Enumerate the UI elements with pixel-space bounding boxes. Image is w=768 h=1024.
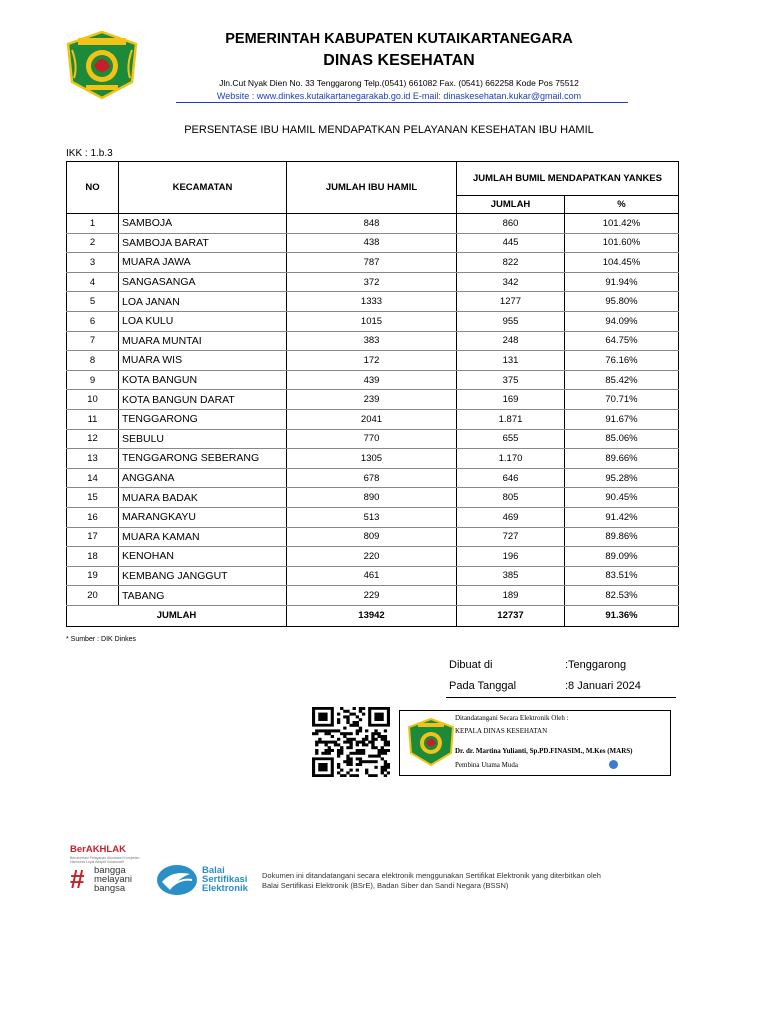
signature-caption: Ditandatangani Secara Elektronik Oleh :	[455, 714, 569, 722]
table-row	[67, 586, 679, 606]
row-jumlah-ibu-hamil: 770	[287, 429, 457, 449]
report-title: PERSENTASE IBU HAMIL MENDAPATKAN PELAYANAN KESEHATAN IBU HAMIL	[184, 124, 594, 136]
row-jumlah-yankes: 445	[457, 233, 565, 253]
row-jumlah-ibu-hamil: 229	[287, 586, 457, 606]
row-no: 14	[67, 468, 119, 488]
row-jumlah-ibu-hamil: 1305	[287, 449, 457, 469]
row-kecamatan: KOTA BANGUN	[119, 370, 287, 390]
table-row	[67, 468, 679, 488]
row-percent: 89.09%	[565, 547, 679, 567]
table-row	[67, 547, 679, 567]
row-kecamatan: ANGGANA	[119, 468, 287, 488]
row-no: 3	[67, 253, 119, 273]
row-jumlah-ibu-hamil: 439	[287, 370, 457, 390]
row-no: 7	[67, 331, 119, 351]
disclaimer-line-1: Dokumen ini ditandatangani secara elektronik menggunakan Sertifikat Elektronik yang diterbitkan oleh	[262, 871, 601, 880]
made-in-label: Dibuat di	[449, 659, 493, 671]
row-kecamatan: KEMBANG JANGGUT	[119, 566, 287, 586]
agency-title: DINAS KESEHATAN	[323, 52, 475, 69]
row-percent: 95.80%	[565, 292, 679, 312]
table-row	[67, 311, 679, 331]
row-jumlah-yankes: 385	[457, 566, 565, 586]
table-row	[67, 351, 679, 371]
row-no: 4	[67, 272, 119, 292]
row-jumlah-yankes: 1.871	[457, 409, 565, 429]
header-kecamatan: KECAMATAN	[119, 162, 287, 214]
row-percent: 90.45%	[565, 488, 679, 508]
total-row	[67, 605, 679, 626]
table-row	[67, 409, 679, 429]
row-percent: 95.28%	[565, 468, 679, 488]
row-percent: 91.42%	[565, 507, 679, 527]
row-jumlah-yankes: 822	[457, 253, 565, 273]
row-kecamatan: MARANGKAYU	[119, 507, 287, 527]
row-kecamatan: MUARA BADAK	[119, 488, 287, 508]
bsre-line-2: Sertifikasi	[202, 874, 248, 885]
row-jumlah-yankes: 727	[457, 527, 565, 547]
table-row	[67, 233, 679, 253]
row-jumlah-ibu-hamil: 678	[287, 468, 457, 488]
berakhlak-title: BerAKHLAK	[70, 844, 126, 855]
bsre-disclaimer	[262, 871, 601, 891]
header-jumlah: JUMLAH	[457, 196, 565, 214]
row-no: 11	[67, 409, 119, 429]
table-row	[67, 488, 679, 508]
row-jumlah-yankes: 1277	[457, 292, 565, 312]
berakhlak-subtitle: Berorientasi Pelayanan Akuntabel Kompeten Harmonis Loyal Adaptif Kolaboratif	[70, 856, 140, 864]
row-percent: 104.45%	[565, 253, 679, 273]
row-jumlah-ibu-hamil: 2041	[287, 409, 457, 429]
row-no: 5	[67, 292, 119, 312]
row-no: 12	[67, 429, 119, 449]
row-jumlah-yankes: 248	[457, 331, 565, 351]
row-jumlah-ibu-hamil: 1333	[287, 292, 457, 312]
bsre-line-1: Balai	[202, 865, 225, 876]
row-no: 1	[67, 214, 119, 234]
row-no: 20	[67, 586, 119, 606]
row-jumlah-yankes: 196	[457, 547, 565, 567]
kutai-kartanegara-emblem-icon	[406, 717, 456, 767]
table-row	[67, 272, 679, 292]
address-line: Jln.Cut Nyak Dien No. 33 Tenggarong Telp.(0541) 661082 Fax. (0541) 662258 Kode Pos 75512	[219, 78, 579, 88]
row-kecamatan: KENOHAN	[119, 547, 287, 567]
row-jumlah-ibu-hamil: 890	[287, 488, 457, 508]
total-percent: 91.36%	[565, 605, 679, 626]
row-percent: 82.53%	[565, 586, 679, 606]
bangsa-text: bangsa	[94, 883, 126, 894]
row-no: 19	[67, 566, 119, 586]
website-line[interactable]: Website : www.dinkes.kutaikartanegarakab.go.id E-mail: dinaskesehatan.kukar@gmail.com	[216, 91, 582, 101]
row-kecamatan: KOTA BANGUN DARAT	[119, 390, 287, 410]
table-row	[67, 390, 679, 410]
source-note: * Sumber : DIK Dinkes	[66, 636, 137, 643]
date-value: :8 Januari 2024	[565, 680, 641, 692]
bangga-melayani-bangsa-logo	[94, 866, 132, 893]
bsre-text	[202, 866, 248, 893]
row-no: 10	[67, 390, 119, 410]
row-no: 16	[67, 507, 119, 527]
row-kecamatan: MUARA MUNTAI	[119, 331, 287, 351]
total-ibu-hamil: 13942	[287, 605, 457, 626]
row-jumlah-yankes: 169	[457, 390, 565, 410]
header-bumil-yankes: JUMLAH BUMIL MENDAPATKAN YANKES	[457, 162, 679, 196]
row-jumlah-ibu-hamil: 220	[287, 547, 457, 567]
table-row	[67, 331, 679, 351]
header-percent: %	[565, 196, 679, 214]
row-jumlah-yankes: 1.170	[457, 449, 565, 469]
row-jumlah-yankes: 469	[457, 507, 565, 527]
bsre-line-3: Elektronik	[202, 883, 248, 894]
row-percent: 101.60%	[565, 233, 679, 253]
signature-divider	[446, 697, 676, 698]
row-jumlah-yankes: 189	[457, 586, 565, 606]
row-jumlah-ibu-hamil: 787	[287, 253, 457, 273]
row-kecamatan: LOA JANAN	[119, 292, 287, 312]
row-jumlah-yankes: 131	[457, 351, 565, 371]
row-percent: 64.75%	[565, 331, 679, 351]
header-jumlah-ibu-hamil: JUMLAH IBU HAMIL	[287, 162, 457, 214]
table-row	[67, 527, 679, 547]
signer-rank: Pembina Utama Muda	[455, 761, 518, 769]
date-label: Pada Tanggal	[449, 680, 517, 692]
row-percent: 94.09%	[565, 311, 679, 331]
verified-check-icon	[609, 760, 618, 769]
table-row	[67, 253, 679, 273]
row-percent: 85.06%	[565, 429, 679, 449]
row-kecamatan: SANGASANGA	[119, 272, 287, 292]
row-jumlah-yankes: 646	[457, 468, 565, 488]
row-percent: 89.66%	[565, 449, 679, 469]
government-title: PEMERINTAH KABUPATEN KUTAIKARTANEGARA	[225, 31, 573, 47]
row-jumlah-ibu-hamil: 383	[287, 331, 457, 351]
total-jumlah: 12737	[457, 605, 565, 626]
row-jumlah-yankes: 342	[457, 272, 565, 292]
total-label: JUMLAH	[67, 605, 287, 626]
table-row	[67, 507, 679, 527]
melayani-text: melayani	[94, 874, 133, 885]
row-jumlah-ibu-hamil: 1015	[287, 311, 457, 331]
table-row	[67, 566, 679, 586]
header-underline	[176, 102, 628, 103]
qr-code-icon	[312, 707, 390, 777]
row-jumlah-yankes: 955	[457, 311, 565, 331]
row-jumlah-ibu-hamil: 461	[287, 566, 457, 586]
row-percent: 91.94%	[565, 272, 679, 292]
berakhlak-logo	[70, 844, 144, 864]
row-jumlah-yankes: 375	[457, 370, 565, 390]
table-row	[67, 429, 679, 449]
row-no: 8	[67, 351, 119, 371]
row-kecamatan: MUARA WIS	[119, 351, 287, 371]
signer-name: Dr. dr. Martina Yulianti, Sp.PD.FINASIM., M.Kes (MARS)	[455, 747, 633, 755]
header-no: NO	[67, 162, 119, 214]
row-jumlah-ibu-hamil: 438	[287, 233, 457, 253]
table-row	[67, 214, 679, 234]
row-kecamatan: TENGGARONG	[119, 409, 287, 429]
table-row	[67, 370, 679, 390]
row-no: 17	[67, 527, 119, 547]
row-kecamatan: TABANG	[119, 586, 287, 606]
row-kecamatan: SAMBOJA BARAT	[119, 233, 287, 253]
row-kecamatan: SAMBOJA	[119, 214, 287, 234]
row-kecamatan: TENGGARONG SEBERANG	[119, 449, 287, 469]
row-jumlah-ibu-hamil: 513	[287, 507, 457, 527]
disclaimer-line-2: Balai Sertifikasi Elektronik (BSrE), Badan Siber dan Sandi Negara (BSSN)	[262, 881, 509, 890]
row-kecamatan: SEBULU	[119, 429, 287, 449]
row-jumlah-ibu-hamil: 239	[287, 390, 457, 410]
row-percent: 89.86%	[565, 527, 679, 547]
row-jumlah-ibu-hamil: 172	[287, 351, 457, 371]
row-kecamatan: MUARA JAWA	[119, 253, 287, 273]
made-in-value: :Tenggarong	[565, 659, 627, 671]
row-jumlah-yankes: 655	[457, 429, 565, 449]
row-jumlah-ibu-hamil: 372	[287, 272, 457, 292]
row-percent: 76.16%	[565, 351, 679, 371]
row-percent: 101.42%	[565, 214, 679, 234]
row-no: 18	[67, 547, 119, 567]
electronic-signature-box	[399, 710, 671, 776]
row-no: 2	[67, 233, 119, 253]
row-percent: 85.42%	[565, 370, 679, 390]
row-percent: 91.67%	[565, 409, 679, 429]
bsre-logo-icon	[156, 864, 198, 896]
row-kecamatan: MUARA KAMAN	[119, 527, 287, 547]
signature-position: KEPALA DINAS KESEHATAN	[455, 727, 548, 735]
row-no: 13	[67, 449, 119, 469]
table-row	[67, 292, 679, 312]
row-no: 15	[67, 488, 119, 508]
row-jumlah-ibu-hamil: 848	[287, 214, 457, 234]
table-row	[67, 449, 679, 469]
bangga-text: bangga	[94, 865, 126, 876]
maternal-health-table	[66, 161, 679, 627]
row-percent: 83.51%	[565, 566, 679, 586]
row-jumlah-yankes: 805	[457, 488, 565, 508]
row-no: 9	[67, 370, 119, 390]
ikk-code: IKK : 1.b.3	[66, 148, 113, 159]
row-kecamatan: LOA KULU	[119, 311, 287, 331]
hashtag-icon: #	[70, 864, 85, 894]
row-jumlah-yankes: 860	[457, 214, 565, 234]
row-jumlah-ibu-hamil: 809	[287, 527, 457, 547]
row-percent: 70.71%	[565, 390, 679, 410]
row-no: 6	[67, 311, 119, 331]
